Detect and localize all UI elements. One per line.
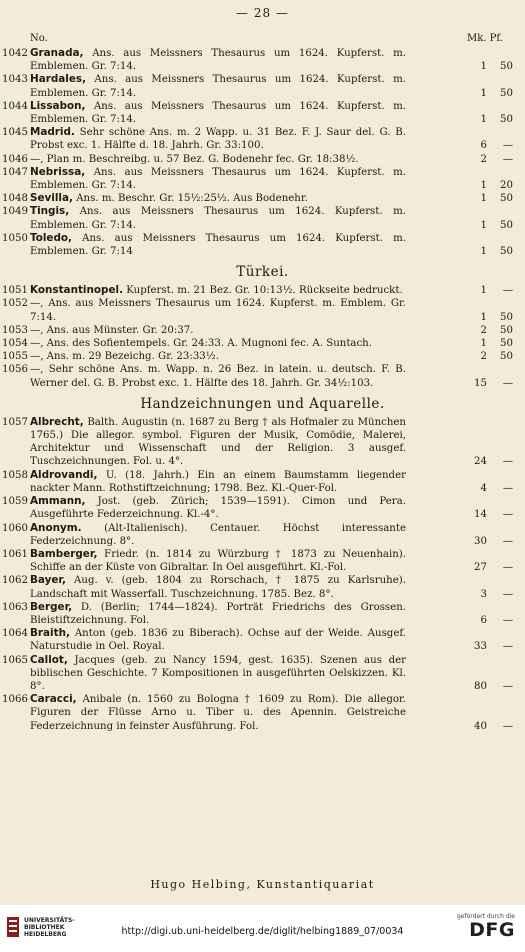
entry-number: 1059 xyxy=(2,496,28,508)
entry-description xyxy=(30,337,408,350)
price-marks: 1 xyxy=(480,114,487,126)
price-pfennig: — xyxy=(502,720,513,732)
catalog-entry xyxy=(0,627,525,653)
entry-description xyxy=(30,100,408,126)
entry-text: Friedr. (n. 1814 zu Würzburg † 1873 zu Neuenhain). Schiffe an der Küste von Gibraltar. In Oel ausgeführt. Kl.-Fol. xyxy=(30,548,406,574)
price-pfennig: — xyxy=(502,614,513,626)
price-pfennig: — xyxy=(502,509,513,521)
entry-text: —, Plan m. Beschreibg. u. 57 Bez. G. Bodenehr fec. Gr. 18:38½. xyxy=(30,153,359,165)
entry-name: Anonym. xyxy=(30,521,82,534)
dfg-logo[interactable] xyxy=(457,913,515,940)
entry-price xyxy=(408,693,525,733)
price-pfennig: — xyxy=(502,562,513,574)
entry-number: 1055 xyxy=(2,351,28,363)
entry-name: Bamberger, xyxy=(30,547,98,560)
entry-price xyxy=(408,73,525,99)
catalog-entry xyxy=(0,601,525,627)
entry-price xyxy=(408,153,525,166)
entry-description xyxy=(30,469,408,495)
entry-description xyxy=(30,350,408,363)
price-marks: 40 xyxy=(474,720,487,732)
catalog-entry xyxy=(0,574,525,600)
catalog-entry xyxy=(0,166,525,192)
price-pfennig: 50 xyxy=(500,219,513,231)
entry-text: (Alt-Italienisch). Centauer. Höchst interessante Federzeichnung. 8°. xyxy=(30,522,406,547)
price-marks: 27 xyxy=(474,562,487,574)
entry-number: 1054 xyxy=(2,338,28,350)
column-header-no: No. xyxy=(30,33,48,44)
entry-price xyxy=(408,47,525,73)
entry-description xyxy=(30,47,408,73)
entry-description xyxy=(30,654,408,694)
entry-name: Granada, xyxy=(30,47,84,59)
price-marks: 33 xyxy=(474,641,487,653)
price-pfennig: 20 xyxy=(500,180,513,192)
entries-turkey xyxy=(0,284,525,390)
column-header-price: Mk. Pf. xyxy=(467,33,503,44)
entry-description xyxy=(30,574,408,600)
price-pfennig: — xyxy=(502,377,513,389)
entry-number: 1061 xyxy=(2,548,28,560)
entry-number: 1066 xyxy=(2,694,28,706)
entry-price xyxy=(408,495,525,521)
entry-text: —, Ans. aus Meissners Thesaurus um 1624. Kupferst. m. Emblem. Gr. 7:14. xyxy=(30,298,406,323)
entry-name: Madrid. xyxy=(30,126,75,139)
entry-text: Ans. aus Meissners Thesaurus um 1624. Kupferst. m. Emblemen. Gr. 7:14. xyxy=(30,206,406,231)
catalog-entry xyxy=(0,363,525,389)
catalog-entry xyxy=(0,324,525,337)
entry-price xyxy=(408,166,525,192)
price-pfennig: 50 xyxy=(500,246,513,258)
price-pfennig: — xyxy=(502,588,513,600)
catalog-entry xyxy=(0,297,525,323)
entry-number: 1065 xyxy=(2,654,28,666)
price-marks: 3 xyxy=(480,588,487,600)
catalog-entry xyxy=(0,522,525,548)
entry-number: 1049 xyxy=(2,206,28,218)
entry-text: Ans. aus Meissners Thesaurus um 1624. Kupferst. m. Emblemen. Gr. 7:14. xyxy=(30,74,406,99)
entry-price xyxy=(408,126,525,152)
entry-name: Nebrissa, xyxy=(30,165,86,178)
entry-text: Ans. aus Meissners Thesaurus um 1624. Kupferst. m. Emblemen. Gr. 7:14. xyxy=(30,100,407,126)
catalog-entry xyxy=(0,192,525,205)
entry-price xyxy=(408,284,525,297)
entry-number: 1060 xyxy=(2,522,28,534)
price-marks: 6 xyxy=(480,140,487,152)
entry-description xyxy=(30,601,408,627)
entry-price xyxy=(408,574,525,600)
price-marks: 1 xyxy=(480,311,487,323)
price-marks: 30 xyxy=(474,535,487,547)
entry-text: —, Ans. des Sofientempels. Gr. 24:33. A. Mugnoni fec. A. Suntach. xyxy=(30,338,372,350)
catalog-entry xyxy=(0,232,525,258)
catalog-entry xyxy=(0,469,525,495)
entry-number: 1062 xyxy=(2,575,28,587)
entry-price xyxy=(408,100,525,126)
price-marks: 24 xyxy=(474,456,487,468)
entry-text: Sehr schöne Ans. m. 2 Wapp. u. 31 Bez. F. J. Saur del. G. B. Probst exc. 1. Hälfte d. 18. Jahrh. Gr. 33:100. xyxy=(30,127,406,152)
section-heading-turkey: Türkei. xyxy=(236,264,289,281)
entry-price xyxy=(408,654,525,694)
source-url[interactable]: http://digi.ub.uni-heidelberg.de/diglit/helbing1889_07/0034 xyxy=(121,926,404,937)
entry-name: Callot, xyxy=(30,653,68,666)
price-marks: 2 xyxy=(480,324,487,336)
entry-text: Ans. m. Beschr. Gr. 15½:25½. Aus Bodenehr. xyxy=(76,193,308,205)
catalog-entry xyxy=(0,126,525,152)
entry-text: Jacques (geb. zu Nancy 1594, gest. 1635). Szenen aus der biblischen Geschichte. 7 Kompositionen in ausgeführten Oelskizzen. Kl. 8°. xyxy=(30,654,406,692)
entry-description xyxy=(30,166,408,192)
entry-text: Aug. v. (geb. 1804 zu Rorschach, † 1875 zu Karlsruhe). Landschaft mit Wasserfall. Tuschzeichnung. 1785. Bez. 8°. xyxy=(30,575,406,600)
entry-name: Bayer, xyxy=(30,574,66,587)
section-heading-drawings: Handzeichnungen und Aquarelle. xyxy=(140,395,385,412)
entries-spanish xyxy=(0,47,525,258)
entry-number: 1045 xyxy=(2,127,28,139)
catalog-entry xyxy=(0,100,525,126)
catalog-entry xyxy=(0,548,525,574)
entry-name: Braith, xyxy=(30,627,70,640)
entry-description xyxy=(30,324,408,337)
entry-text: Jost. (geb. Zürich; 1539—1591). Cimon und Pera. Ausgeführte Federzeichnung. Kl.-4°. xyxy=(30,496,406,521)
entry-number: 1043 xyxy=(2,74,28,86)
entry-description xyxy=(30,627,408,653)
entry-text: Anibale (n. 1560 zu Bologna † 1609 zu Rom). Die allegor. Figuren der Flüsse Arno u. Tiber u. des Apennin. Geistreiche Federzeichnung in feinster Ausführung. Fol. xyxy=(30,694,406,732)
catalog-entry xyxy=(0,47,525,73)
dfg-logo-text: DFG xyxy=(469,919,515,941)
catalog-entry xyxy=(0,284,525,297)
library-logo-text: UNIVERSITÄTS-BIBLIOTHEK HEIDELBERG xyxy=(24,916,75,938)
entry-text: —, Ans. m. 29 Bezeichg. Gr. 23:33½. xyxy=(30,351,219,363)
catalog-entry xyxy=(0,416,525,469)
price-pfennig: — xyxy=(502,482,513,494)
catalog-entry xyxy=(0,654,525,694)
price-marks: 6 xyxy=(480,614,487,626)
page-number: — 28 — xyxy=(236,6,289,20)
price-pfennig: 50 xyxy=(500,324,513,336)
entry-price xyxy=(408,324,525,337)
catalog-entries xyxy=(0,47,525,733)
price-marks: 2 xyxy=(480,153,487,165)
entry-text: U. (18. Jahrh.) Ein an einem Baumstamm liegender nackter Mann. Rothstiftzeichnung; 1798. Bez. Kl.-Quer-Fol. xyxy=(30,469,406,494)
entry-text: Anton (geb. 1836 zu Biberach). Ochse auf der Weide. Ausgef. Naturstudie in Oel. Royal. xyxy=(30,628,406,653)
entry-price xyxy=(408,297,525,323)
entry-text: Ans. aus Meissners Thesaurus um 1624. Kupferst. m. Emblemen. Gr. 7:14. xyxy=(30,166,406,192)
price-pfennig: — xyxy=(502,140,513,152)
catalog-entry xyxy=(0,73,525,99)
catalog-entry xyxy=(0,693,525,733)
price-pfennig: — xyxy=(502,456,513,468)
entry-price xyxy=(408,627,525,653)
entry-text: Ans. aus Meissners Thesaurus um 1624. Kupferst. m. Emblemen. Gr. 7:14. xyxy=(30,48,407,73)
price-pfennig: — xyxy=(502,535,513,547)
entry-number: 1063 xyxy=(2,601,28,613)
publisher-footer: Hugo Helbing, Kunstantiquariat xyxy=(150,878,375,891)
entry-description xyxy=(30,232,408,258)
entry-text: Balth. Augustin (n. 1687 zu Berg † als Hofmaler zu München 1765.) Die allegor. symbol. Figuren der Musik, Comödie, Malerei, Architektur und Wissenschaft und der Religion. 3 ausgef. Tuschzeichnungen. Fol. u. 4°. xyxy=(30,416,406,468)
price-marks: 1 xyxy=(480,61,487,73)
entry-description xyxy=(30,363,408,389)
entry-number: 1058 xyxy=(2,469,28,481)
price-pfennig: 50 xyxy=(500,61,513,73)
entry-text: Kupferst. m. 21 Bez. Gr. 10:13½. Rückseite bedruckt. xyxy=(126,285,403,297)
entry-price xyxy=(408,363,525,389)
price-marks: 4 xyxy=(480,482,487,494)
price-pfennig: 50 xyxy=(500,338,513,350)
entry-number: 1053 xyxy=(2,324,28,336)
entry-text: —, Sehr schöne Ans. m. Wapp. n. 26 Bez. in latein. u. deutsch. F. B. Werner del. G. B. Probst exc. 1. Hälfte des 18. Jahrh. Gr. 34½:103. xyxy=(30,364,406,389)
entry-text: D. (Berlin; 1744—1824). Porträt Friedrichs des Grossen. Bleistiftzeichnung. Fol. xyxy=(30,601,406,626)
entry-name: Aldrovandi, xyxy=(30,468,98,481)
entry-name: Konstantinopel. xyxy=(30,284,124,297)
entry-description xyxy=(30,522,408,548)
price-marks: 1 xyxy=(480,219,487,231)
funded-by-text: gefördert durch die xyxy=(457,913,515,920)
entry-price xyxy=(408,601,525,627)
entry-name: Toledo, xyxy=(30,231,72,244)
entry-number: 1064 xyxy=(2,628,28,640)
catalog-entry xyxy=(0,205,525,231)
price-marks: 1 xyxy=(480,285,487,297)
entry-price xyxy=(408,522,525,548)
entry-name: Tingis, xyxy=(30,205,70,218)
entry-name: Lissabon, xyxy=(30,99,86,112)
entry-description xyxy=(30,297,408,323)
price-marks: 80 xyxy=(474,680,487,692)
entry-price xyxy=(408,548,525,574)
entry-name: Caracci, xyxy=(30,693,77,706)
price-marks: 14 xyxy=(474,509,487,521)
price-marks: 1 xyxy=(480,180,487,192)
entry-number: 1047 xyxy=(2,166,28,178)
entry-name: Berger, xyxy=(30,600,73,613)
entry-name: Ammann, xyxy=(30,495,86,508)
entry-number: 1050 xyxy=(2,232,28,244)
price-pfennig: 50 xyxy=(500,311,513,323)
entry-description xyxy=(30,284,408,297)
entry-name: Hardales, xyxy=(30,73,87,86)
price-marks: 1 xyxy=(480,338,487,350)
entry-description xyxy=(30,73,408,99)
price-pfennig: 50 xyxy=(500,193,513,205)
entry-description xyxy=(30,416,408,469)
price-pfennig: 50 xyxy=(500,87,513,99)
price-marks: 1 xyxy=(480,246,487,258)
entry-description xyxy=(30,192,408,205)
entry-text: Ans. aus Meissners Thesaurus um 1624. Kupferst. m. Emblemen. Gr. 7:14 xyxy=(30,232,407,258)
price-pfennig: — xyxy=(502,680,513,692)
price-pfennig: 50 xyxy=(500,351,513,363)
price-pfennig: — xyxy=(502,285,513,297)
entry-text: —, Ans. aus Münster. Gr. 20:37. xyxy=(30,324,194,336)
price-marks: 1 xyxy=(480,87,487,99)
entry-number: 1046 xyxy=(2,153,28,165)
entry-price xyxy=(408,232,525,258)
entry-name: Albrecht, xyxy=(30,415,84,428)
price-pfennig: — xyxy=(502,153,513,165)
entry-description xyxy=(30,126,408,152)
price-marks: 2 xyxy=(480,351,487,363)
entry-number: 1042 xyxy=(2,48,28,59)
catalog-entry xyxy=(0,337,525,350)
entry-description xyxy=(30,495,408,521)
entry-name: Sevilla, xyxy=(30,192,73,205)
entry-number: 1056 xyxy=(2,364,28,376)
price-marks: 15 xyxy=(474,377,487,389)
entry-price xyxy=(408,350,525,363)
entry-number: 1048 xyxy=(2,193,28,205)
catalog-entry xyxy=(0,350,525,363)
catalog-entry xyxy=(0,153,525,166)
entry-description xyxy=(30,153,408,166)
entry-description xyxy=(30,693,408,733)
price-pfennig: — xyxy=(502,641,513,653)
price-marks: 1 xyxy=(480,193,487,205)
entry-description xyxy=(30,205,408,231)
entry-number: 1044 xyxy=(2,100,28,112)
entry-number: 1052 xyxy=(2,298,28,310)
entry-number: 1057 xyxy=(2,416,28,428)
entry-price xyxy=(408,469,525,495)
entry-price xyxy=(408,205,525,231)
catalog-entry xyxy=(0,495,525,521)
entries-drawings xyxy=(0,416,525,733)
entry-price xyxy=(408,192,525,205)
price-pfennig: 50 xyxy=(500,114,513,126)
entry-price xyxy=(408,416,525,469)
entry-price xyxy=(408,337,525,350)
entry-description xyxy=(30,548,408,574)
entry-number: 1051 xyxy=(2,285,28,297)
